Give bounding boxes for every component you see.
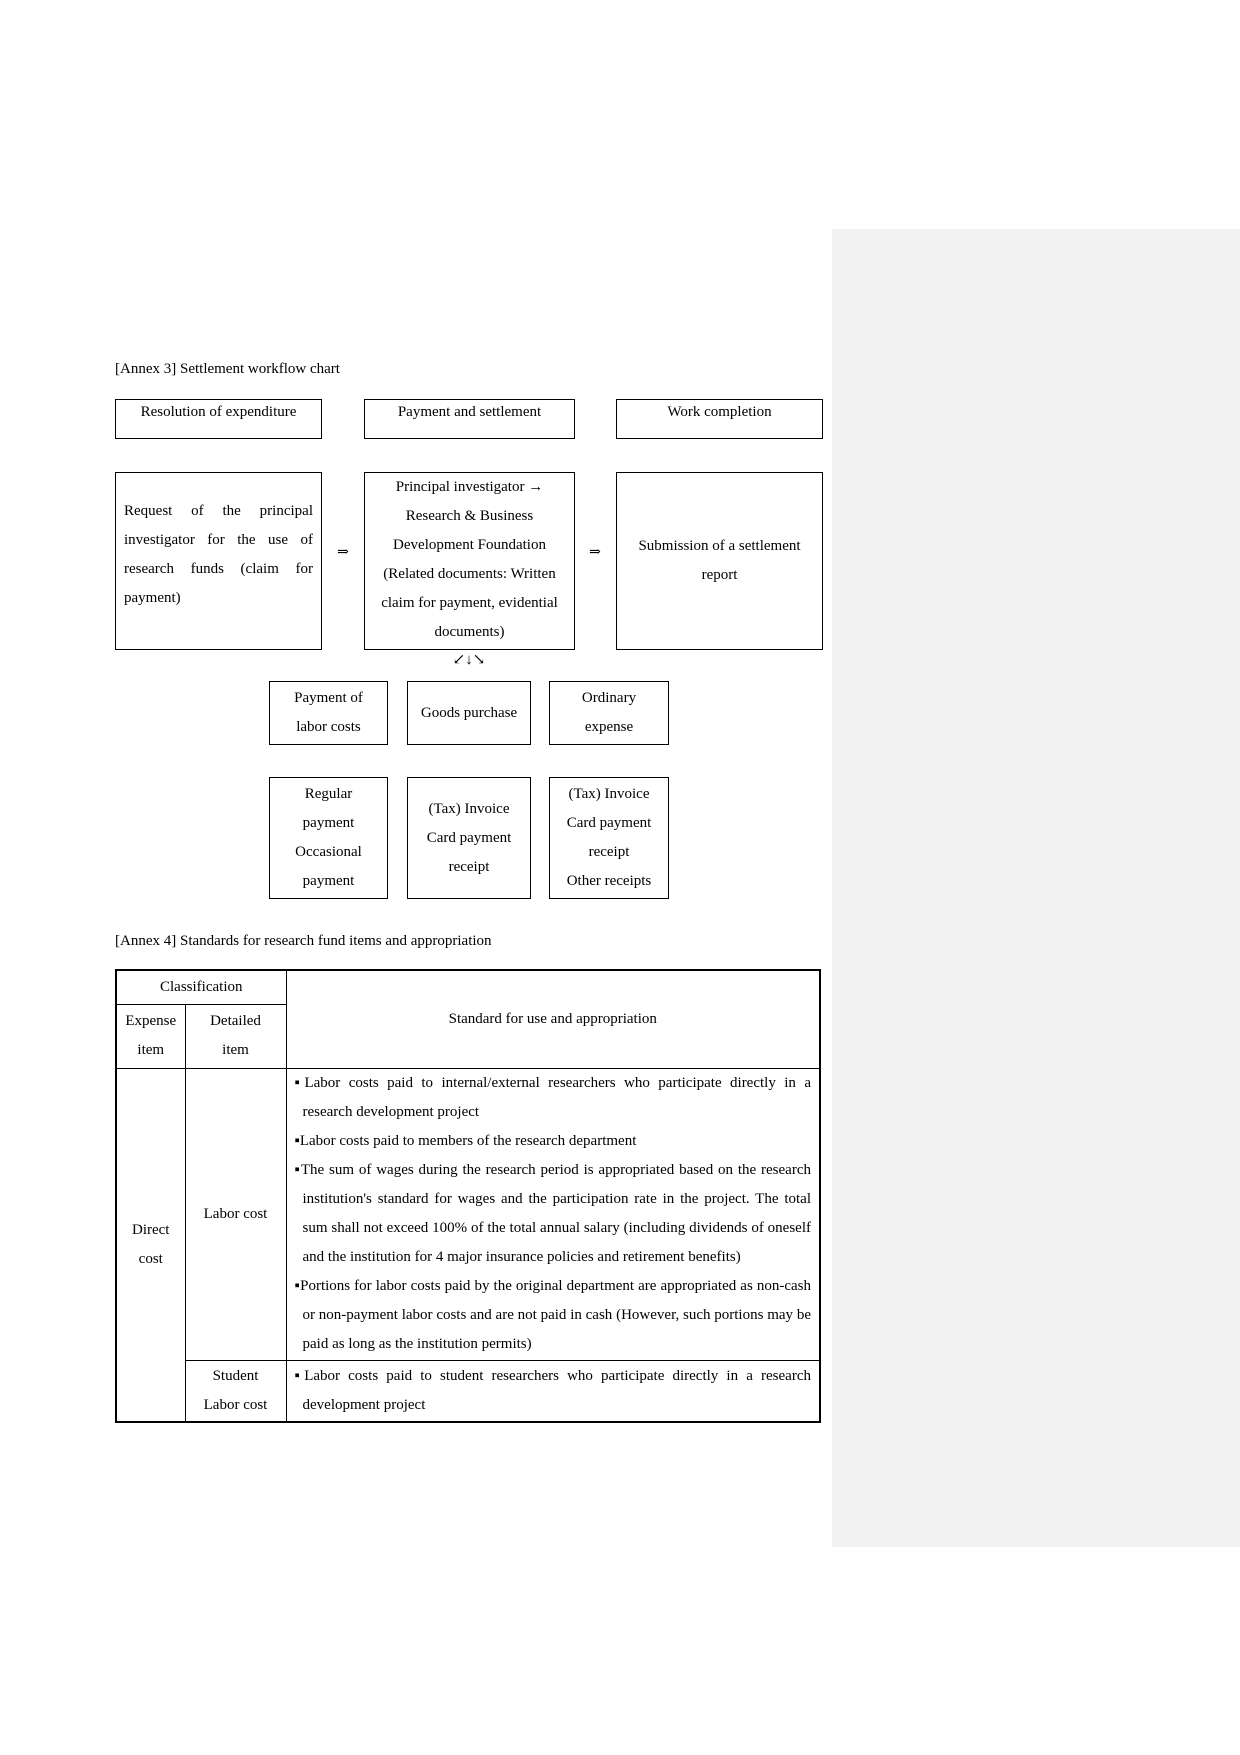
- category-labor-line-1: Payment of: [294, 690, 363, 706]
- table-row: [116, 1068, 820, 1360]
- direct-cost-cell: [116, 1068, 185, 1422]
- documents-ordinary-box: [549, 777, 669, 899]
- flow-arrow-2: ⇒: [589, 545, 601, 560]
- step-completion-line-2: report: [701, 567, 738, 583]
- step-payment-line-1: Principal investigator →: [395, 479, 544, 495]
- documents-ordinary-line-1: (Tax) Invoice: [568, 786, 650, 802]
- header-resolution-label: Resolution of expenditure: [140, 404, 297, 420]
- student-label-line-2: Labor cost: [203, 1396, 268, 1413]
- comment-margin-panel: [832, 229, 1240, 1547]
- direct-cost-line-1: Direct: [132, 1221, 170, 1238]
- category-labor-costs-box: [269, 681, 388, 745]
- documents-labor-box: [269, 777, 388, 899]
- branch-arrows: ↙↓↘: [452, 652, 486, 668]
- category-ordinary-expense-box: [549, 681, 669, 745]
- category-labor-line-2: labor costs: [296, 719, 361, 735]
- labor-cost-cell: Labor cost: [185, 1068, 286, 1360]
- header-completion-label: Work completion: [667, 404, 772, 420]
- header-payment-box: [364, 399, 575, 439]
- standard-header: Standard for use and appropriation: [286, 970, 820, 1068]
- documents-goods-box: [407, 777, 531, 899]
- documents-ordinary-line-3: receipt: [588, 844, 630, 860]
- category-goods-line-1: Goods purchase: [420, 704, 518, 721]
- documents-labor-line-1: Regular: [304, 786, 353, 802]
- labor-cost-item-4: ▪Portions for labor costs paid by the original department are appropriated as non-cash or non-payment labor costs and are not paid in cash (However, such portions may be paid as long as the institution permits): [294, 1278, 811, 1352]
- standards-table: [115, 969, 821, 1423]
- documents-goods-line-2: Card payment: [426, 829, 512, 846]
- labor-cost-item-2: ▪Labor costs paid to members of the research department: [294, 1133, 637, 1149]
- expense-item-header: [116, 1004, 185, 1068]
- category-ordinary-line-2: expense: [584, 719, 634, 735]
- labor-cost-item-3: ▪The sum of wages during the research period is appropriated based on the research institution's standard for wages and the participation rate in the project. The total sum shall not exceed 100% of the total annual salary (including dividends of oneself and the institution for 4 major insurance policies and retirement benefits): [294, 1162, 811, 1265]
- annex4-title: [Annex 4] Standards for research fund items and appropriation: [115, 933, 492, 949]
- classification-header: Classification: [116, 970, 286, 1004]
- student-item-1: ▪Labor costs paid to student researchers who participate directly in a research development project: [294, 1367, 811, 1413]
- student-labor-cost-standards: [286, 1360, 820, 1422]
- labor-cost-standards: [286, 1068, 820, 1360]
- student-label-line-1: Student: [212, 1367, 259, 1384]
- category-ordinary-line-1: Ordinary: [581, 690, 637, 706]
- step-payment-line-4: (Related documents: Written: [383, 566, 556, 582]
- direct-cost-line-2: cost: [138, 1250, 163, 1267]
- documents-labor-line-3: Occasional: [295, 844, 362, 860]
- header-completion-box: [616, 399, 823, 439]
- documents-goods-line-1: (Tax) Invoice: [428, 800, 510, 817]
- documents-ordinary-line-2: Card payment: [566, 815, 652, 831]
- detailed-item-line-1: Detailed: [210, 1013, 261, 1029]
- expense-item-line-1: Expense: [125, 1013, 177, 1029]
- annex3-title: [Annex 3] Settlement workflow chart: [115, 361, 340, 377]
- table-header-row-1: [116, 970, 820, 1004]
- documents-labor-line-2: payment: [302, 815, 355, 831]
- expense-item-line-2: item: [137, 1042, 165, 1058]
- step-payment-line-6: documents): [434, 624, 505, 640]
- student-labor-cost-cell: [185, 1360, 286, 1422]
- step-payment-line-5: claim for payment, evidential: [381, 595, 558, 611]
- documents-ordinary-line-4: Other receipts: [566, 873, 652, 889]
- detailed-item-header: [185, 1004, 286, 1068]
- header-resolution-box: [115, 399, 322, 439]
- table-row: [116, 1360, 820, 1422]
- step-request-text: Request of the principal investigator for the use of research funds (claim for payment): [124, 503, 313, 606]
- step-payment-line-3: Development Foundation: [393, 537, 546, 553]
- category-goods-purchase-box: [407, 681, 531, 745]
- labor-cost-item-1: ▪Labor costs paid to internal/external researchers who participate directly in a research development project: [294, 1075, 811, 1120]
- step-request-box: [115, 472, 322, 650]
- flow-arrow-1: ⇒: [337, 545, 349, 560]
- detailed-item-line-2: item: [222, 1042, 249, 1058]
- header-payment-label: Payment and settlement: [397, 404, 542, 420]
- step-payment-box: [364, 472, 575, 650]
- step-completion-line-1: Submission of a settlement: [638, 538, 801, 554]
- documents-goods-line-3: receipt: [448, 858, 490, 875]
- step-payment-line-2: Research & Business: [405, 508, 534, 524]
- step-completion-box: [616, 472, 823, 650]
- documents-labor-line-4: payment: [302, 873, 355, 889]
